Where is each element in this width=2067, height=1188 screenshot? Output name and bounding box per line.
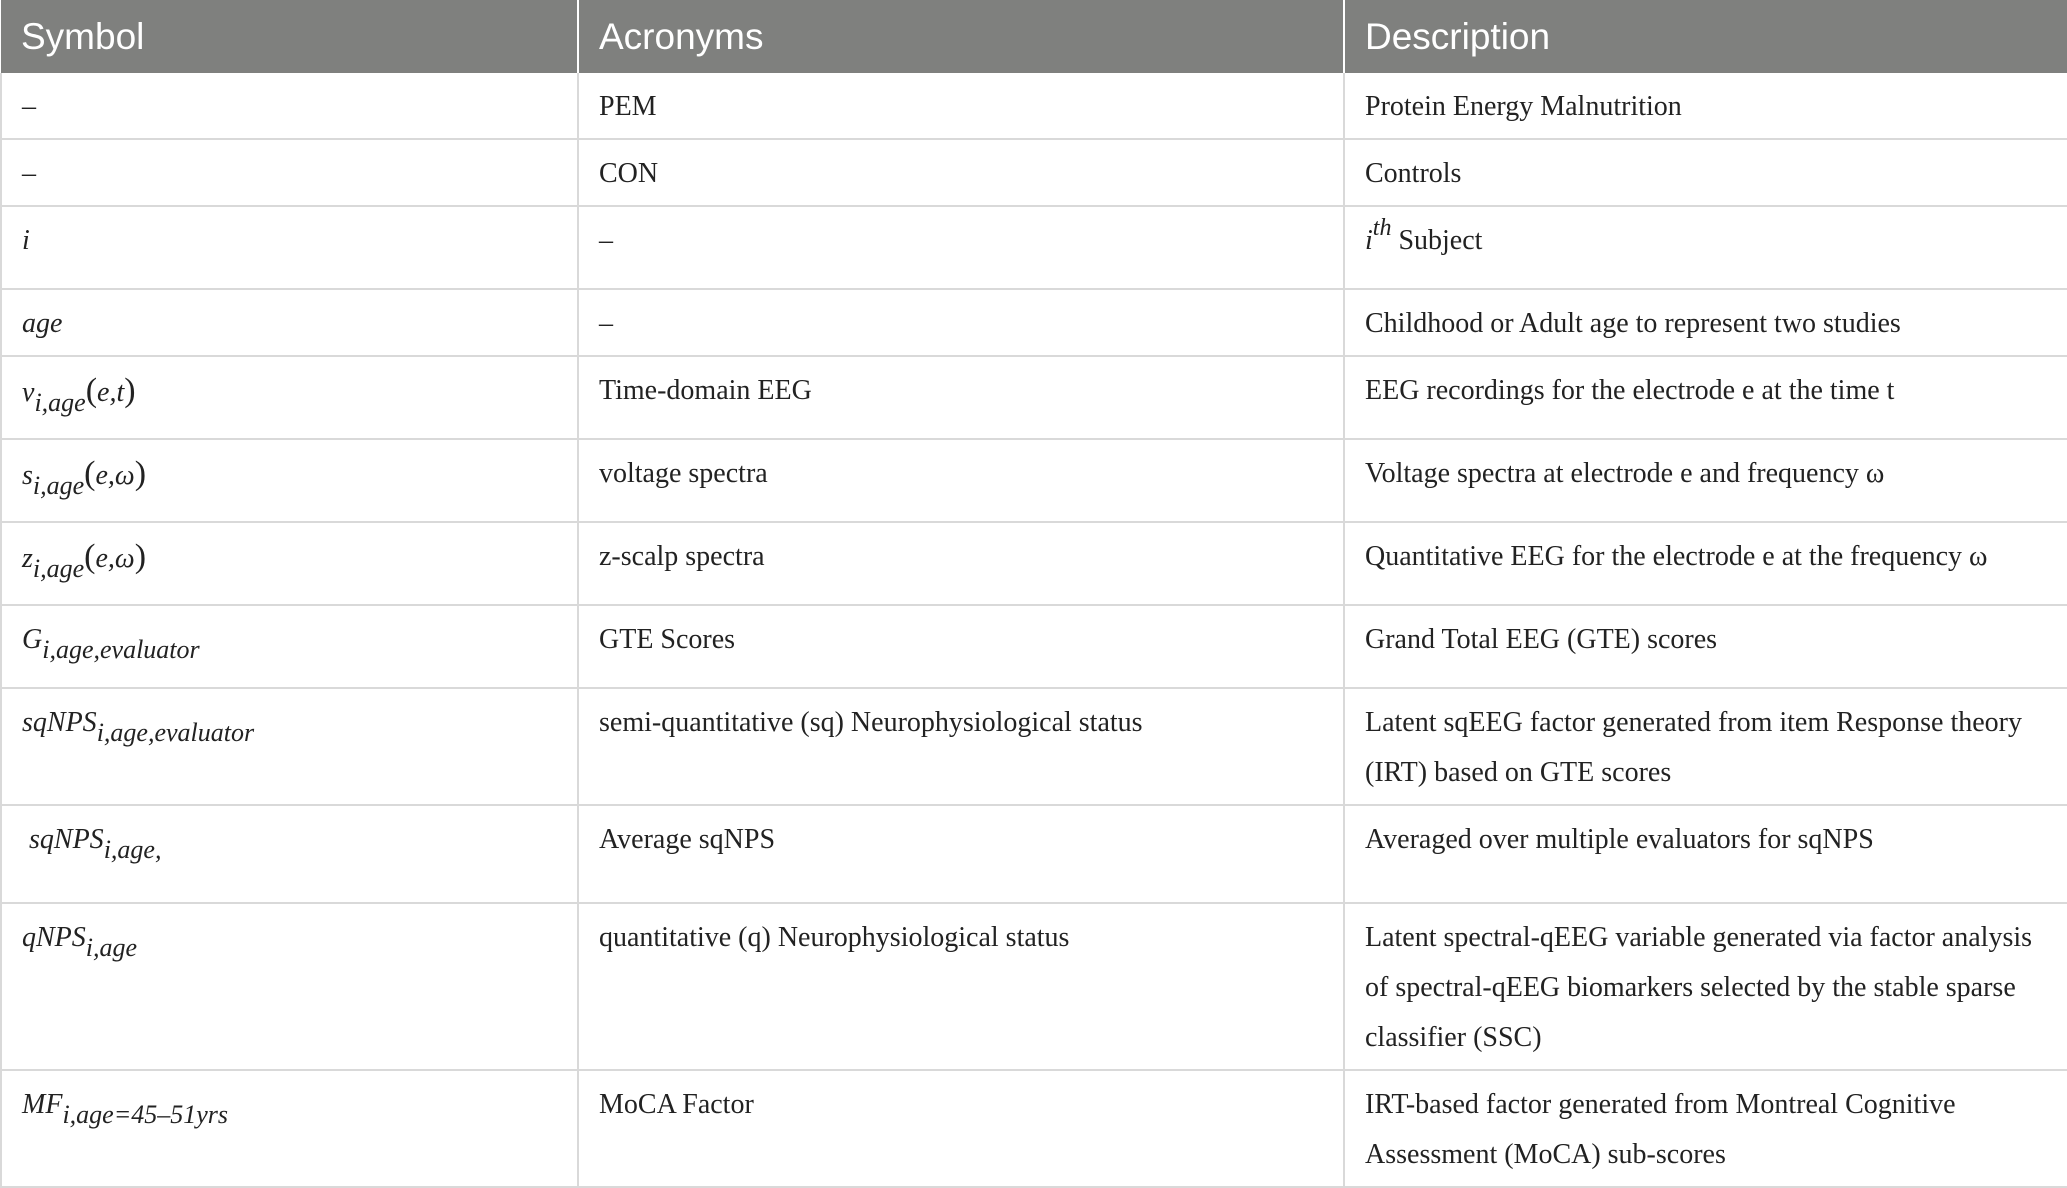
header-row <box>1 0 2067 73</box>
symbol-cell: – <box>1 139 578 206</box>
description-cell: Latent spectral-qEEG variable generated via factor analysis of spectral-qEEG biomarkers selected by the stable sparse classifier (SSC) <box>1344 903 2067 1070</box>
acronym-cell: PEM <box>578 73 1344 139</box>
table-row <box>1 1070 2067 1187</box>
description-cell: Controls <box>1344 139 2067 206</box>
description-cell: Averaged over multiple evaluators for sqNPS <box>1344 805 2067 903</box>
description-cell: ith Subject <box>1344 206 2067 289</box>
symbol-cell: i <box>1 206 578 289</box>
description-cell: Quantitative EEG for the electrode e at the frequency ω <box>1344 522 2067 605</box>
acronym-cell: quantitative (q) Neurophysiological status <box>578 903 1344 1070</box>
table-row <box>1 73 2067 139</box>
symbol-cell: qNPSi,age <box>1 903 578 1070</box>
table-row <box>1 522 2067 605</box>
symbol-cell: si,age(e,ω) <box>1 439 578 522</box>
table-row <box>1 605 2067 688</box>
table-row <box>1 139 2067 206</box>
table-row <box>1 439 2067 522</box>
symbol-cell: sqNPSi,age, <box>1 805 578 903</box>
acronym-cell: MoCA Factor <box>578 1070 1344 1187</box>
symbol-cell: vi,age(e,t) <box>1 356 578 439</box>
table-row <box>1 903 2067 1070</box>
acronym-cell: GTE Scores <box>578 605 1344 688</box>
table-row <box>1 805 2067 903</box>
symbol-cell: Gi,age,evaluator <box>1 605 578 688</box>
symbol-cell: zi,age(e,ω) <box>1 522 578 605</box>
description-cell: Latent sqEEG factor generated from item Response theory (IRT) based on GTE scores <box>1344 688 2067 805</box>
acronym-cell: – <box>578 289 1344 356</box>
description-cell: EEG recordings for the electrode e at the time t <box>1344 356 2067 439</box>
header-symbol: Symbol <box>1 0 578 73</box>
acronym-cell: Time-domain EEG <box>578 356 1344 439</box>
table-row <box>1 289 2067 356</box>
acronym-cell: – <box>578 206 1344 289</box>
description-cell: Childhood or Adult age to represent two studies <box>1344 289 2067 356</box>
table-row <box>1 356 2067 439</box>
acronym-cell: semi-quantitative (sq) Neurophysiological status <box>578 688 1344 805</box>
table-row <box>1 206 2067 289</box>
header-acronyms: Acronyms <box>578 0 1344 73</box>
description-cell: Protein Energy Malnutrition <box>1344 73 2067 139</box>
acronym-cell: Average sqNPS <box>578 805 1344 903</box>
acronym-cell: voltage spectra <box>578 439 1344 522</box>
symbol-cell: age <box>1 289 578 356</box>
description-cell: Voltage spectra at electrode e and frequency ω <box>1344 439 2067 522</box>
symbol-cell: sqNPSi,age,evaluator <box>1 688 578 805</box>
description-cell: Grand Total EEG (GTE) scores <box>1344 605 2067 688</box>
acronym-cell: z-scalp spectra <box>578 522 1344 605</box>
table-row <box>1 688 2067 805</box>
symbol-cell: – <box>1 73 578 139</box>
acronym-cell: CON <box>578 139 1344 206</box>
header-description: Description <box>1344 0 2067 73</box>
symbol-cell: MFi,age=45–51yrs <box>1 1070 578 1187</box>
description-cell: IRT-based factor generated from Montreal Cognitive Assessment (MoCA) sub-scores <box>1344 1070 2067 1187</box>
